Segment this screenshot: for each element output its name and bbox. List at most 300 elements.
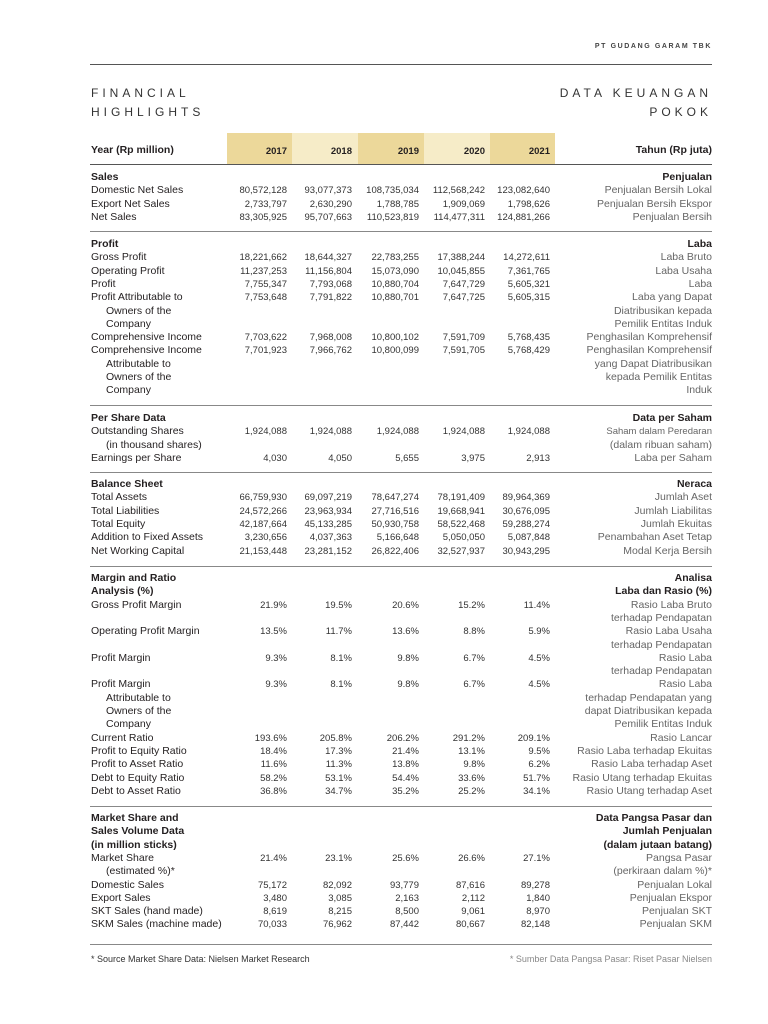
table-row: [0, 478, 768, 491]
value-cell-2020: 7,647,725: [442, 292, 485, 304]
table-row: [0, 612, 768, 625]
row-label: Sales: [91, 171, 119, 183]
row-label: Owners of the: [106, 705, 172, 717]
row-label-indonesian: Penjualan Lokal: [637, 878, 712, 891]
table-row: [0, 639, 768, 652]
table-row: [0, 505, 768, 518]
value-cell-2017: 18,221,662: [239, 252, 287, 264]
row-label-indonesian: Laba dan Rasio (%): [615, 585, 712, 598]
row-label: Owners of the: [106, 371, 172, 383]
row-label-indonesian: Laba: [687, 238, 712, 250]
value-cell-2021: 5,087,848: [507, 532, 550, 544]
row-label: Gross Profit Margin: [91, 598, 182, 611]
row-label-indonesian: terhadap Pendapatan: [610, 638, 712, 651]
table-row: [0, 905, 768, 918]
value-cell-2017: 75,172: [257, 879, 287, 891]
value-cell-2018: 8.1%: [330, 652, 352, 664]
value-cell-2021: 51.7%: [523, 772, 550, 784]
value-cell-2021: 30,676,095: [502, 505, 550, 517]
row-label-indonesian: Rasio Laba terhadap Aset: [591, 758, 712, 771]
table-row: [0, 665, 768, 678]
row-label: Export Sales: [91, 891, 151, 904]
value-cell-2020: 33.6%: [458, 772, 485, 784]
value-cell-2019: 206.2%: [386, 732, 419, 744]
row-label: Profit: [91, 277, 116, 290]
row-label-indonesian: Data per Saham: [632, 412, 712, 424]
value-cell-2017: 3,230,656: [244, 532, 287, 544]
row-label-indonesian: Modal Kerja Bersih: [623, 544, 712, 557]
value-cell-2018: 53.1%: [325, 772, 352, 784]
footnote-en: * Source Market Share Data: Nielsen Market Research: [91, 954, 310, 964]
value-cell-2018: 45,133,285: [304, 518, 352, 530]
row-label-indonesian: Penghasilan Komprehensif: [586, 344, 712, 357]
section-divider: [90, 231, 712, 232]
table-row: [0, 198, 768, 211]
value-cell-2019: 10,800,102: [371, 332, 419, 344]
value-cell-2021: 8,970: [526, 906, 550, 918]
value-cell-2018: 8,215: [328, 906, 352, 918]
row-label-indonesian: (perkiraan dalam %)*: [613, 865, 712, 878]
value-cell-2018: 23.1%: [325, 852, 352, 864]
table-row: [0, 852, 768, 865]
row-label-indonesian: Rasio Laba Bruto: [630, 598, 712, 611]
value-cell-2018: 23,281,152: [304, 545, 352, 557]
value-cell-2019: 108,735,034: [366, 185, 419, 197]
value-cell-2019: 9.8%: [397, 679, 419, 691]
value-cell-2021: 5,768,435: [507, 332, 550, 344]
value-cell-2019: 35.2%: [392, 785, 419, 797]
table-row: [0, 384, 768, 397]
value-cell-2019: 25.6%: [392, 852, 419, 864]
row-label-indonesian: dapat Diatribusikan kepada: [584, 705, 712, 717]
value-cell-2020: 58,522,468: [437, 518, 485, 530]
value-cell-2018: 34.7%: [325, 785, 352, 797]
row-label-indonesian: Pemilik Entitas Induk: [614, 718, 712, 731]
row-label-indonesian: Penjualan Bersih Ekspor: [597, 197, 712, 210]
row-label: Comprehensive Income: [91, 331, 202, 344]
value-cell-2018: 19.5%: [325, 599, 352, 611]
row-label-indonesian: (dalam ribuan saham): [609, 438, 712, 451]
value-cell-2020: 9.8%: [463, 759, 485, 771]
row-label: Margin and Ratio: [91, 572, 177, 584]
value-cell-2020: 87,616: [455, 879, 485, 891]
row-label: Profit to Equity Ratio: [91, 744, 187, 757]
value-cell-2021: 1,924,088: [507, 426, 550, 438]
year-header: 2017: [265, 146, 287, 157]
row-label: Balance Sheet: [91, 478, 163, 490]
value-cell-2019: 87,442: [389, 919, 419, 931]
value-cell-2020: 2,112: [461, 892, 485, 904]
section-divider: [90, 806, 712, 807]
row-label-indonesian: terhadap Pendapatan: [610, 665, 712, 678]
row-label: SKT Sales (hand made): [91, 905, 203, 918]
row-label: (estimated %)*: [106, 865, 175, 878]
row-label: Earnings per Share: [91, 451, 182, 464]
row-label-indonesian: Laba yang Dapat: [632, 291, 712, 304]
value-cell-2021: 30,943,295: [502, 545, 550, 557]
row-label: Current Ratio: [91, 731, 154, 744]
page-title-en: [91, 84, 204, 122]
footnote-id: * Sumber Data Pangsa Pasar: Riset Pasar Nielsen: [509, 954, 712, 964]
row-label: Comprehensive Income: [91, 344, 202, 357]
row-label: Analysis (%): [91, 585, 154, 598]
row-label: Per Share Data: [91, 412, 166, 424]
row-label-indonesian: Penjualan SKT: [641, 905, 712, 918]
row-label: Domestic Sales: [91, 878, 164, 891]
table-row: [0, 839, 768, 852]
table-head-right: Tahun (Rp juta): [635, 144, 712, 156]
value-cell-2017: 13.5%: [260, 626, 287, 638]
value-cell-2018: 7,968,008: [309, 332, 352, 344]
value-cell-2019: 54.4%: [392, 772, 419, 784]
row-label-indonesian: Analisa: [674, 572, 712, 584]
value-cell-2019: 27,716,516: [371, 505, 419, 517]
table-row: [0, 425, 768, 438]
row-label-indonesian: (dalam jutaan batang): [603, 838, 712, 851]
value-cell-2020: 13.1%: [458, 745, 485, 757]
value-cell-2021: 1,840: [526, 892, 550, 904]
value-cell-2017: 8,619: [263, 906, 287, 918]
section-divider: [90, 566, 712, 567]
value-cell-2021: 4.5%: [528, 652, 550, 664]
row-label-indonesian: Rasio Laba: [658, 678, 712, 691]
year-header: 2020: [463, 146, 485, 157]
row-label-indonesian: Laba Bruto: [660, 251, 712, 264]
row-label-indonesian: Rasio Laba: [658, 651, 712, 664]
row-label-indonesian: yang Dapat Diatribusikan: [594, 357, 712, 370]
value-cell-2019: 1,788,785: [376, 198, 419, 210]
value-cell-2017: 21.9%: [260, 599, 287, 611]
value-cell-2018: 76,962: [322, 919, 352, 931]
value-cell-2017: 66,759,930: [239, 492, 287, 504]
value-cell-2017: 4,030: [263, 452, 287, 464]
row-label-indonesian: Laba: [688, 277, 712, 290]
table-row: [0, 718, 768, 731]
value-cell-2020: 7,647,729: [442, 278, 485, 290]
table-row: [0, 625, 768, 638]
row-label-indonesian: Saham dalam Peredaran: [606, 426, 712, 438]
value-cell-2017: 11.6%: [260, 759, 287, 771]
table-row: [0, 572, 768, 585]
row-label-indonesian: Diatribusikan kepada: [613, 304, 712, 317]
value-cell-2017: 58.2%: [260, 772, 287, 784]
row-label: Market Share and: [91, 812, 179, 824]
value-cell-2017: 70,033: [257, 919, 287, 931]
table-row: [0, 705, 768, 718]
table-row: [0, 531, 768, 544]
value-cell-2020: 3,975: [461, 452, 485, 464]
table-row: [0, 291, 768, 304]
row-label-indonesian: Rasio Utang terhadap Aset: [586, 784, 712, 797]
company-name: PT GUDANG GARAM TBK: [594, 43, 712, 50]
table-row: [0, 251, 768, 264]
value-cell-2020: 6.7%: [463, 652, 485, 664]
value-cell-2017: 42,187,664: [239, 518, 287, 530]
value-cell-2021: 6.2%: [528, 759, 550, 771]
table-row: [0, 745, 768, 758]
value-cell-2021: 34.1%: [523, 785, 550, 797]
row-label-indonesian: Penjualan Bersih: [632, 210, 712, 223]
row-label-indonesian: Rasio Utang terhadap Ekuitas: [572, 771, 712, 784]
section-divider: [90, 405, 712, 406]
row-label-indonesian: Penjualan SKM: [639, 918, 712, 931]
value-cell-2019: 110,523,819: [366, 211, 419, 223]
value-cell-2021: 7,361,765: [507, 265, 550, 277]
row-label: Total Liabilities: [91, 504, 160, 517]
value-cell-2020: 112,568,242: [432, 185, 485, 197]
table-row: [0, 211, 768, 224]
value-cell-2019: 78,647,274: [371, 492, 419, 504]
row-label: Sales Volume Data: [91, 825, 185, 838]
value-cell-2019: 20.6%: [392, 599, 419, 611]
row-label-indonesian: Penambahan Aset Tetap: [597, 531, 712, 544]
table-row: [0, 758, 768, 771]
value-cell-2021: 5,605,315: [507, 292, 550, 304]
value-cell-2020: 19,668,941: [437, 505, 485, 517]
table-row: [0, 358, 768, 371]
row-label: Profit Margin: [91, 678, 151, 691]
value-cell-2018: 82,092: [322, 879, 352, 891]
value-cell-2017: 7,753,648: [244, 292, 287, 304]
table-row: [0, 184, 768, 197]
row-label: Debt to Asset Ratio: [91, 784, 181, 797]
value-cell-2020: 1,924,088: [442, 426, 485, 438]
value-cell-2021: 14,272,611: [503, 252, 550, 264]
table-row: [0, 892, 768, 905]
row-label-indonesian: Data Pangsa Pasar dan: [595, 812, 712, 824]
value-cell-2021: 89,964,369: [502, 492, 550, 504]
row-label: Net Sales: [91, 210, 137, 223]
row-label-indonesian: Jumlah Aset: [654, 491, 712, 504]
value-cell-2020: 5,050,050: [442, 532, 485, 544]
value-cell-2021: 5.9%: [528, 626, 550, 638]
row-label: SKM Sales (machine made): [91, 918, 222, 931]
row-label-indonesian: Laba Usaha: [655, 264, 712, 277]
value-cell-2018: 11.3%: [325, 759, 352, 771]
value-cell-2021: 5,768,429: [507, 345, 550, 357]
row-label: Net Working Capital: [91, 544, 185, 557]
row-label: Attributable to: [106, 691, 171, 704]
table-row: [0, 238, 768, 251]
row-label: Owners of the: [106, 304, 172, 317]
table-row: [0, 518, 768, 531]
value-cell-2017: 36.8%: [260, 785, 287, 797]
row-label-indonesian: Induk: [686, 384, 712, 397]
value-cell-2017: 83,305,925: [239, 211, 287, 223]
row-label: Market Share: [91, 851, 155, 864]
row-label: (in thousand shares): [106, 438, 202, 451]
value-cell-2020: 15.2%: [458, 599, 485, 611]
title-en-line1: FINANCIAL: [91, 86, 190, 100]
table-row: [0, 318, 768, 331]
table-row: [0, 344, 768, 357]
table-row: [0, 678, 768, 691]
row-label: Profit: [91, 238, 119, 250]
value-cell-2019: 1,924,088: [376, 426, 419, 438]
table-row: [0, 412, 768, 425]
value-cell-2018: 2,630,290: [309, 198, 352, 210]
value-cell-2018: 3,085: [328, 892, 352, 904]
row-label-indonesian: Pangsa Pasar: [646, 851, 712, 864]
value-cell-2018: 93,077,373: [304, 185, 352, 197]
row-label: Total Assets: [91, 491, 148, 504]
row-label: Total Equity: [91, 517, 146, 530]
row-label: Outstanding Shares: [91, 425, 184, 438]
row-label-indonesian: Laba per Saham: [634, 451, 712, 464]
value-cell-2018: 8.1%: [330, 679, 352, 691]
value-cell-2020: 1,909,069: [442, 198, 485, 210]
row-label-indonesian: Jumlah Penjualan: [622, 825, 712, 838]
row-label-indonesian: Penjualan Ekspor: [629, 891, 712, 904]
row-label-indonesian: terhadap Pendapatan yang: [585, 691, 712, 704]
row-label: Profit to Asset Ratio: [91, 758, 184, 771]
row-label: (in million sticks): [91, 838, 177, 851]
value-cell-2017: 7,755,347: [244, 278, 287, 290]
value-cell-2020: 26.6%: [458, 852, 485, 864]
value-cell-2019: 10,880,701: [371, 292, 419, 304]
row-label: Addition to Fixed Assets: [91, 531, 204, 544]
value-cell-2017: 9.3%: [265, 679, 287, 691]
value-cell-2017: 11,237,253: [240, 265, 287, 277]
value-cell-2018: 95,707,663: [304, 211, 352, 223]
row-label: Company: [106, 718, 151, 731]
value-cell-2020: 291.2%: [452, 732, 485, 744]
title-en-line2: HIGHLIGHTS: [91, 105, 205, 119]
value-cell-2018: 23,963,934: [304, 505, 352, 517]
value-cell-2018: 69,097,219: [304, 492, 352, 504]
value-cell-2019: 13.6%: [392, 626, 419, 638]
table-row: [0, 545, 768, 558]
title-id-line2: POKOK: [649, 105, 712, 119]
value-cell-2017: 18.4%: [260, 745, 287, 757]
value-cell-2020: 6.7%: [463, 679, 485, 691]
table-row: [0, 452, 768, 465]
value-cell-2019: 5,655: [395, 452, 419, 464]
value-cell-2020: 32,527,937: [437, 545, 485, 557]
row-label: Operating Profit Margin: [91, 625, 200, 638]
table-row: [0, 918, 768, 931]
year-header: 2021: [528, 146, 550, 157]
value-cell-2018: 4,037,363: [309, 532, 352, 544]
value-cell-2017: 24,572,266: [239, 505, 287, 517]
value-cell-2021: 89,278: [520, 879, 550, 891]
top-rule: [90, 64, 712, 65]
value-cell-2018: 7,793,068: [309, 278, 352, 290]
table-row: [0, 305, 768, 318]
table-row: [0, 812, 768, 825]
value-cell-2017: 7,703,622: [244, 332, 287, 344]
value-cell-2020: 17,388,244: [437, 252, 485, 264]
row-label: Profit Margin: [91, 651, 151, 664]
footer-rule: [90, 944, 712, 945]
page-title-id: [560, 84, 712, 122]
value-cell-2019: 26,822,406: [371, 545, 419, 557]
year-header: 2019: [397, 146, 419, 157]
row-label-indonesian: Jumlah Ekuitas: [640, 517, 712, 530]
table-row: [0, 171, 768, 184]
table-row: [0, 439, 768, 452]
value-cell-2018: 17.3%: [325, 745, 352, 757]
table-row: [0, 785, 768, 798]
value-cell-2018: 7,791,822: [309, 292, 352, 304]
title-id-line1: DATA KEUANGAN: [559, 86, 712, 100]
value-cell-2020: 25.2%: [458, 785, 485, 797]
header-rule: [90, 164, 712, 165]
value-cell-2017: 21.4%: [260, 852, 287, 864]
table-row: [0, 585, 768, 598]
table-row: [0, 371, 768, 384]
table-row: [0, 491, 768, 504]
value-cell-2021: 27.1%: [523, 852, 550, 864]
value-cell-2019: 5,166,648: [376, 532, 419, 544]
value-cell-2017: 3,480: [263, 892, 287, 904]
row-label: Company: [106, 384, 151, 397]
value-cell-2018: 11,156,804: [305, 265, 352, 277]
value-cell-2019: 10,880,704: [371, 278, 419, 290]
table-row: [0, 825, 768, 838]
value-cell-2017: 21,153,448: [239, 545, 287, 557]
value-cell-2021: 124,881,266: [497, 211, 550, 223]
value-cell-2021: 82,148: [520, 919, 550, 931]
row-label-indonesian: kepada Pemilik Entitas: [605, 371, 712, 383]
value-cell-2021: 4.5%: [528, 679, 550, 691]
table-row: [0, 865, 768, 878]
value-cell-2017: 80,572,128: [239, 185, 287, 197]
value-cell-2021: 2,913: [526, 452, 550, 464]
row-label: Domestic Net Sales: [91, 184, 184, 197]
row-label-indonesian: terhadap Pendapatan: [610, 611, 712, 624]
value-cell-2017: 7,701,923: [244, 345, 287, 357]
value-cell-2020: 78,191,409: [437, 492, 485, 504]
value-cell-2019: 10,800,099: [371, 345, 419, 357]
row-label: Gross Profit: [91, 251, 147, 264]
value-cell-2020: 10,045,855: [437, 265, 485, 277]
value-cell-2019: 15,073,090: [371, 265, 419, 277]
value-cell-2019: 21.4%: [392, 745, 419, 757]
value-cell-2021: 1,798,626: [507, 198, 550, 210]
value-cell-2019: 50,930,758: [371, 518, 419, 530]
value-cell-2020: 8.8%: [463, 626, 485, 638]
value-cell-2020: 7,591,705: [442, 345, 485, 357]
table-row: [0, 278, 768, 291]
row-label-indonesian: Penghasilan Komprehensif: [586, 331, 712, 344]
year-header: 2018: [330, 146, 352, 157]
table-row: [0, 652, 768, 665]
row-label-indonesian: Rasio Laba Usaha: [625, 625, 712, 638]
value-cell-2018: 11.7%: [325, 626, 352, 638]
value-cell-2021: 209.1%: [517, 732, 550, 744]
value-cell-2017: 9.3%: [265, 652, 287, 664]
table-head-left: Year (Rp million): [91, 144, 174, 156]
value-cell-2019: 22,783,255: [371, 252, 419, 264]
row-label-indonesian: Rasio Lancar: [650, 731, 712, 744]
value-cell-2020: 9,061: [461, 906, 485, 918]
table-row: [0, 331, 768, 344]
table-row: [0, 772, 768, 785]
value-cell-2018: 4,050: [328, 452, 352, 464]
value-cell-2019: 13.8%: [392, 759, 419, 771]
value-cell-2018: 18,644,327: [304, 252, 352, 264]
value-cell-2019: 2,163: [395, 892, 419, 904]
row-label: Export Net Sales: [91, 197, 170, 210]
value-cell-2017: 193.6%: [254, 732, 287, 744]
row-label-indonesian: Pemilik Entitas Induk: [614, 317, 712, 330]
value-cell-2017: 1,924,088: [244, 426, 287, 438]
table-row: [0, 879, 768, 892]
row-label: Profit Attributable to: [91, 291, 183, 304]
value-cell-2021: 11.4%: [523, 599, 550, 611]
value-cell-2019: 93,779: [389, 879, 419, 891]
